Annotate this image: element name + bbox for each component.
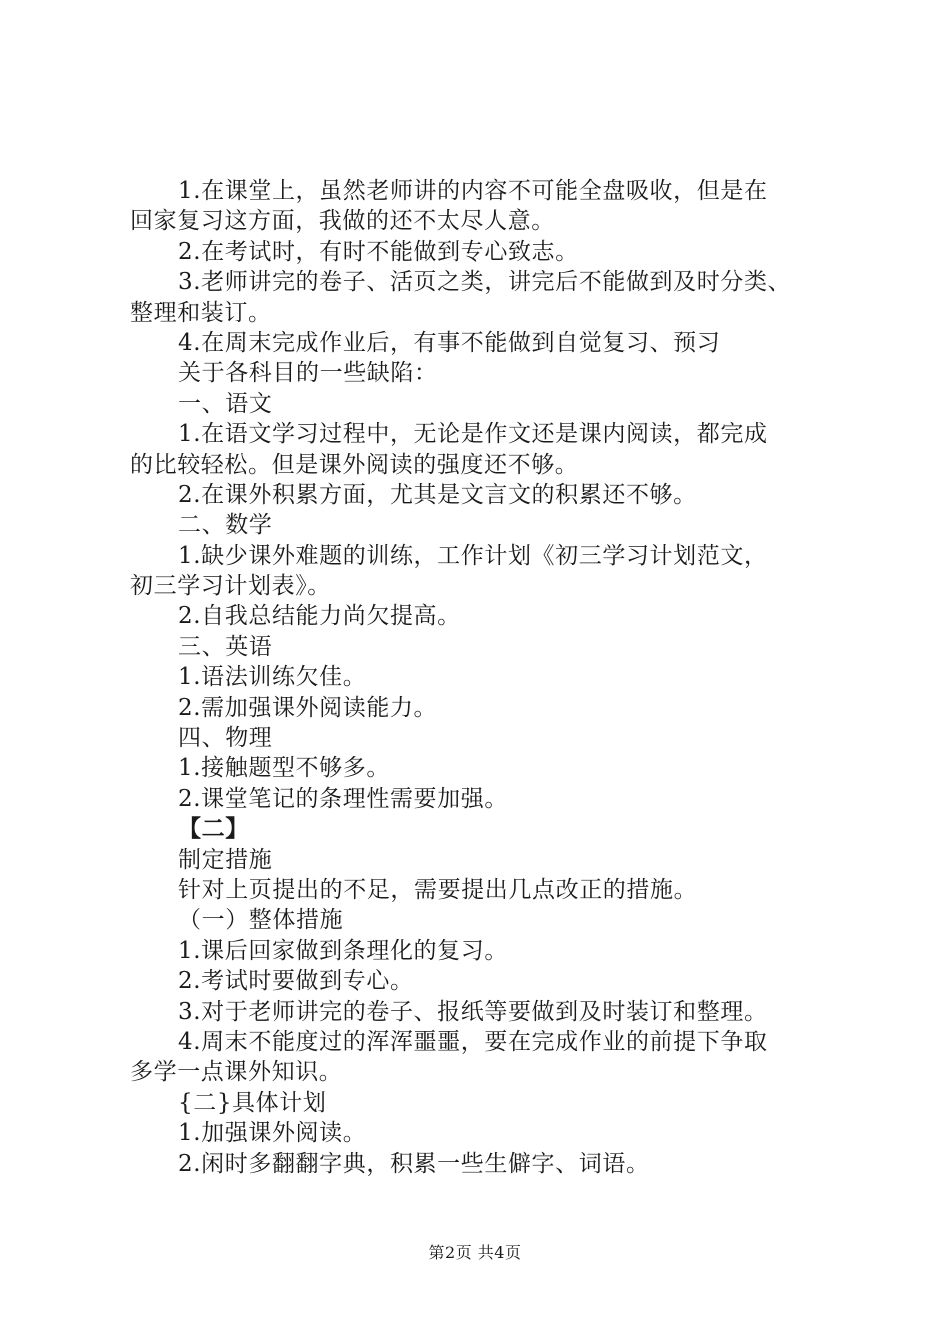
text-line: 2.需加强课外阅读能力。	[178, 694, 438, 721]
text-line: 【二】	[178, 815, 249, 843]
text-line: 关于各科目的一些缺陷：	[178, 360, 438, 387]
text-line: 2.在考试时，有时不能做到专心致志。	[178, 238, 579, 265]
text-line: 多学一点课外知识。	[130, 1059, 343, 1086]
text-line: 3.对于老师讲完的卷子、报纸等要做到及时装订和整理。	[178, 998, 768, 1025]
text-line: 1.缺少课外难题的训练，工作计划《初三学习计划范文，	[178, 542, 768, 569]
text-line: 3.老师讲完的卷子、活页之类，讲完后不能做到及时分类、	[178, 269, 792, 296]
text-line: 4.周末不能度过的浑浑噩噩，要在完成作业的前提下争取	[178, 1028, 768, 1055]
text-line: 回家复习这方面，我做的还不太尽人意。	[130, 208, 555, 235]
text-line: 1.语法训练欠佳。	[178, 664, 367, 691]
text-line: 1.在课堂上，虽然老师讲的内容不可能全盘吸收，但是在	[178, 178, 768, 204]
text-line: {二}具体计划	[178, 1089, 327, 1116]
text-line: 一、语文	[178, 390, 273, 417]
document-body	[130, 176, 850, 1179]
text-line: 1.课后回家做到条理化的复习。	[178, 937, 508, 964]
text-line: 1.接触题型不够多。	[178, 755, 390, 782]
text-line: 的比较轻松。但是课外阅读的强度还不够。	[130, 451, 579, 478]
text-line: 初三学习计划表》。	[130, 573, 331, 600]
text-line: 2.课堂笔记的条理性需要加强。	[178, 785, 508, 812]
text-line: 1.在语文学习过程中，无论是作文还是课内阅读，都完成	[178, 421, 768, 448]
text-line: 二、数学	[178, 512, 273, 539]
text-line: 2.闲时多翻翻字典，积累一些生僻字、词语。	[178, 1150, 650, 1177]
text-line: 1.加强课外阅读。	[178, 1120, 367, 1147]
text-line: 2.自我总结能力尚欠提高。	[178, 603, 461, 630]
text-line: 制定措施	[178, 846, 273, 873]
text-line: 4.在周末完成作业后，有事不能做到自觉复习、预习	[178, 329, 721, 356]
text-line: 三、英语	[178, 633, 273, 660]
page-footer: 第2页 共4页	[428, 1243, 522, 1262]
text-line: 整理和装订。	[130, 299, 272, 326]
text-line: 2.在课外积累方面，尤其是文言文的积累还不够。	[178, 481, 697, 508]
text-line: 四、物理	[178, 725, 273, 752]
text-line: 2.考试时要做到专心。	[178, 968, 414, 995]
text-line: 针对上页提出的不足，需要提出几点改正的措施。	[178, 876, 698, 903]
text-line: （一）整体措施	[178, 907, 344, 934]
